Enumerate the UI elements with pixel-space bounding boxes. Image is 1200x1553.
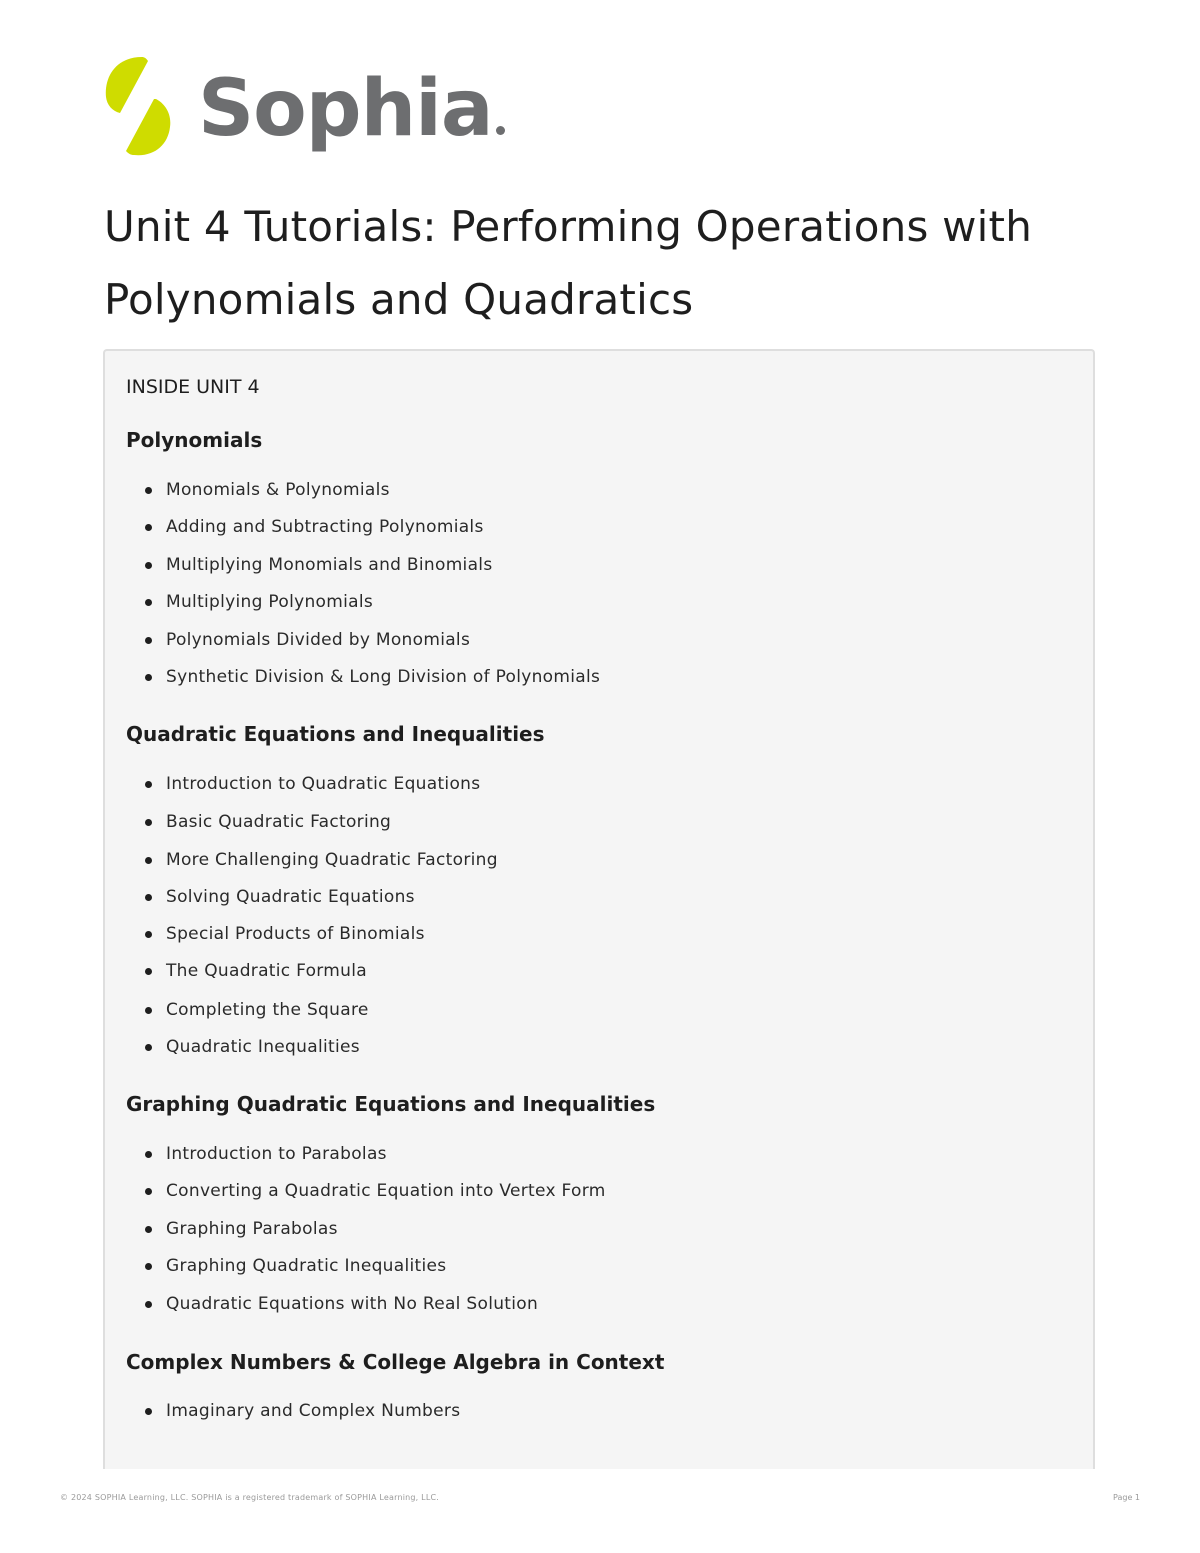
- bullet-icon: [145, 1007, 152, 1014]
- list-item[interactable]: [145, 628, 470, 652]
- bullet-icon: [145, 562, 152, 569]
- section-title-quadratic-equations: Quadratic Equations and Inequalities: [126, 722, 545, 746]
- bullet-icon: [145, 524, 152, 531]
- list-item-label: Introduction to Parabolas: [166, 1144, 387, 1164]
- list-item-label: Adding and Subtracting Polynomials: [166, 517, 484, 537]
- sophia-logo-mark-icon: [102, 55, 174, 157]
- bullet-icon: [145, 1263, 152, 1270]
- list-item[interactable]: [145, 1035, 360, 1059]
- list-item[interactable]: [145, 922, 425, 946]
- list-item[interactable]: [145, 553, 492, 577]
- list-item[interactable]: [145, 959, 367, 983]
- list-item[interactable]: [145, 478, 390, 502]
- list-item[interactable]: [145, 810, 391, 834]
- list-item-label: Graphing Parabolas: [166, 1219, 338, 1239]
- footer-page-number: Page 1: [1113, 1493, 1140, 1502]
- list-item-label: Basic Quadratic Factoring: [166, 812, 392, 832]
- sophia-wordmark: [198, 64, 505, 154]
- bullet-icon: [145, 781, 152, 788]
- bullet-icon: [145, 674, 152, 681]
- list-item[interactable]: [145, 1292, 538, 1316]
- bullet-icon: [145, 599, 152, 606]
- list-item-label: Converting a Quadratic Equation into Vertex Form: [166, 1181, 606, 1201]
- bullet-icon: [145, 857, 152, 864]
- list-item[interactable]: [145, 1179, 606, 1203]
- list-item[interactable]: [145, 1254, 446, 1278]
- list-item[interactable]: [145, 1399, 460, 1423]
- list-item[interactable]: [145, 998, 369, 1022]
- brand-name: Sophia: [198, 64, 493, 154]
- list-item-label: More Challenging Quadratic Factoring: [166, 850, 498, 870]
- bullet-icon: [145, 1226, 152, 1233]
- bullet-icon: [145, 487, 152, 494]
- list-item-label: Introduction to Quadratic Equations: [166, 774, 481, 794]
- bullet-icon: [145, 894, 152, 901]
- bullet-icon: [145, 1044, 152, 1051]
- bullet-icon: [145, 1188, 152, 1195]
- list-item-label: Graphing Quadratic Inequalities: [166, 1256, 447, 1276]
- section-title-polynomials: Polynomials: [126, 428, 263, 452]
- list-item[interactable]: [145, 515, 484, 539]
- list-item[interactable]: [145, 1142, 387, 1166]
- bullet-icon: [145, 637, 152, 644]
- list-item-label: Quadratic Equations with No Real Solution: [166, 1294, 539, 1314]
- unit-contents-box: [103, 349, 1095, 1469]
- section-title-complex-numbers: Complex Numbers & College Algebra in Context: [126, 1350, 665, 1374]
- list-item-label: The Quadratic Formula: [166, 961, 367, 981]
- list-item-label: Synthetic Division & Long Division of Polynomials: [166, 667, 601, 687]
- list-item-label: Monomials & Polynomials: [166, 480, 390, 500]
- list-item[interactable]: [145, 1217, 338, 1241]
- list-item[interactable]: [145, 848, 498, 872]
- bullet-icon: [145, 1408, 152, 1415]
- list-item[interactable]: [145, 772, 480, 796]
- sophia-logo: [102, 54, 505, 158]
- list-item-label: Special Products of Binomials: [166, 924, 425, 944]
- list-item-label: Solving Quadratic Equations: [166, 887, 415, 907]
- bullet-icon: [145, 1151, 152, 1158]
- unit-box-heading: INSIDE UNIT 4: [126, 376, 260, 398]
- section-title-graphing-quadratics: Graphing Quadratic Equations and Inequalities: [126, 1092, 656, 1116]
- list-item-label: Imaginary and Complex Numbers: [166, 1401, 461, 1421]
- bullet-icon: [145, 819, 152, 826]
- list-item-label: Polynomials Divided by Monomials: [166, 630, 471, 650]
- footer-copyright: © 2024 SOPHIA Learning, LLC. SOPHIA is a registered trademark of SOPHIA Learning, LLC.: [60, 1493, 440, 1502]
- wordmark-dot: [496, 126, 505, 135]
- bullet-icon: [145, 1301, 152, 1308]
- list-item[interactable]: [145, 665, 600, 689]
- list-item[interactable]: [145, 590, 373, 614]
- bullet-icon: [145, 931, 152, 938]
- list-item-label: Quadratic Inequalities: [166, 1037, 360, 1057]
- page-title: Unit 4 Tutorials: Performing Operations with Polynomials and Quadratics: [104, 202, 1033, 324]
- list-item[interactable]: [145, 885, 415, 909]
- list-item-label: Multiplying Polynomials: [166, 592, 374, 612]
- list-item-label: Completing the Square: [166, 1000, 369, 1020]
- list-item-label: Multiplying Monomials and Binomials: [166, 555, 493, 575]
- bullet-icon: [145, 968, 152, 975]
